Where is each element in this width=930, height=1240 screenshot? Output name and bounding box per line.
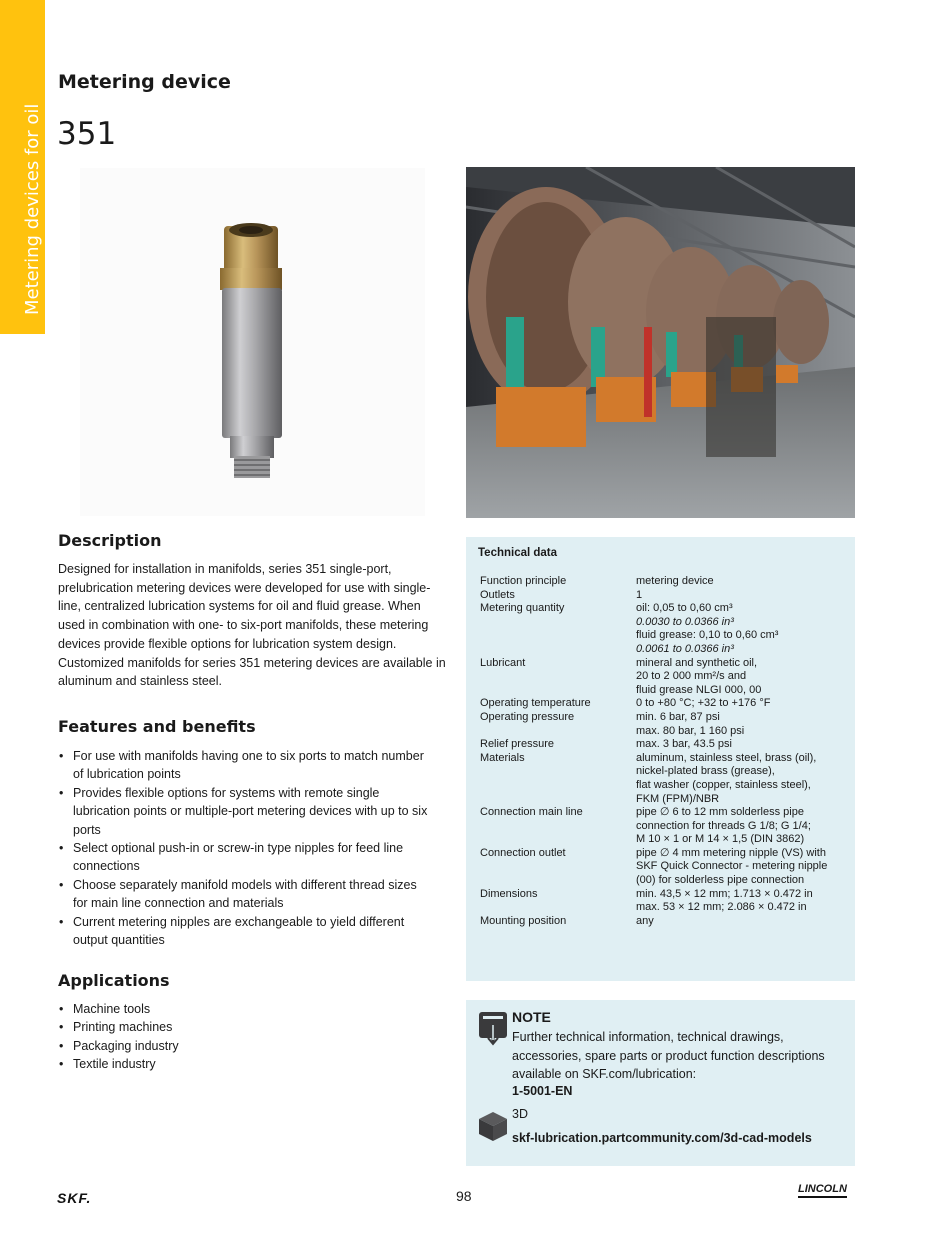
technical-data-table bbox=[480, 575, 850, 928]
table-row bbox=[480, 752, 850, 806]
row-label: Operating pressure bbox=[480, 710, 575, 723]
row-label: Dimensions bbox=[480, 887, 538, 900]
list-item: • Textile industry bbox=[58, 1055, 258, 1073]
features-heading: Features and benefits bbox=[58, 717, 256, 736]
value-line: SKF Quick Connector - metering nipple bbox=[636, 860, 828, 873]
value-line: mineral and synthetic oil, bbox=[636, 656, 758, 669]
table-row bbox=[480, 738, 850, 752]
factory-photo bbox=[466, 167, 855, 518]
table-row bbox=[480, 915, 850, 929]
note-title: NOTE bbox=[512, 1009, 551, 1025]
list-item: • Current metering nipples are exchangeable to yield different output quantities bbox=[58, 913, 428, 950]
value-line: max. 53 × 12 mm; 2.086 × 0.472 in bbox=[636, 901, 807, 914]
list-item: • Select optional push-in or screw-in type nipples for feed line connections bbox=[58, 839, 428, 876]
list-item: • Packaging industry bbox=[58, 1037, 258, 1055]
row-label: Operating temperature bbox=[480, 697, 591, 710]
value-line: flat washer (copper, stainless steel), bbox=[636, 778, 811, 791]
value-line: min. 43,5 × 12 mm; 1.713 × 0.472 in bbox=[636, 887, 813, 900]
value-line: aluminum, stainless steel, brass (oil), bbox=[636, 751, 817, 764]
applications-list bbox=[58, 1000, 258, 1074]
row-value bbox=[636, 888, 850, 915]
applications-heading: Applications bbox=[58, 971, 170, 990]
document-reference: 1-5001-EN bbox=[512, 1084, 573, 1098]
row-value bbox=[636, 657, 850, 698]
value-line: 0.0030 to 0.0366 in³ bbox=[636, 615, 734, 628]
cube-3d-icon bbox=[477, 1110, 509, 1142]
cad-models-link[interactable]: skf-lubrication.partcommunity.com/3d-cad-models bbox=[512, 1131, 812, 1145]
list-item: • Choose separately manifold models with different thread sizes for main line connection and materials bbox=[58, 876, 428, 913]
row-value bbox=[636, 589, 850, 603]
description-text: Designed for installation in manifolds, series 351 single-port, prelubrication metering devices were developed for use with single-line, centralized lubrication systems for oil and fluid grease. When used in combination with one- to six-port manifolds, these metering devices provide flexible options for lubrication system design. Customized manifolds for series 351 metering devices are available in aluminum and stainless steel. bbox=[58, 562, 446, 689]
row-label: Materials bbox=[480, 751, 525, 764]
value-line: M 10 × 1 or M 14 × 1,5 (DIN 3862) bbox=[636, 833, 805, 846]
table-row bbox=[480, 806, 850, 847]
row-value bbox=[636, 697, 850, 711]
value-line: nickel-plated brass (grease), bbox=[636, 765, 775, 778]
row-label: Outlets bbox=[480, 588, 515, 601]
technical-data-title: Technical data bbox=[478, 547, 558, 559]
row-value bbox=[636, 752, 850, 806]
value-line: metering device bbox=[636, 575, 714, 587]
row-value bbox=[636, 738, 850, 752]
row-label: Function principle bbox=[480, 575, 567, 587]
row-value bbox=[636, 602, 850, 656]
features-list bbox=[58, 747, 428, 949]
row-label: Relief pressure bbox=[480, 738, 554, 751]
row-value bbox=[636, 915, 850, 929]
value-line: 20 to 2 000 mm²/s and bbox=[636, 670, 747, 683]
row-value bbox=[636, 711, 850, 738]
table-row bbox=[480, 697, 850, 711]
value-line: FKM (FPM)/NBR bbox=[636, 792, 720, 805]
table-row bbox=[480, 888, 850, 915]
list-item: • Printing machines bbox=[58, 1018, 258, 1036]
row-label: Mounting position bbox=[480, 914, 567, 927]
note-text: Further technical information, technical drawings, accessories, spare parts or product function descriptions available on SKF.com/lubrication: bbox=[512, 1030, 825, 1081]
product-image bbox=[80, 168, 425, 516]
side-tab-label: Metering devices for oil bbox=[22, 103, 43, 315]
page-number: 98 bbox=[456, 1188, 472, 1204]
value-line: max. 80 bar, 1 160 psi bbox=[636, 724, 745, 737]
row-label: Lubricant bbox=[480, 656, 526, 669]
row-label: Connection main line bbox=[480, 806, 583, 819]
list-item: • Machine tools bbox=[58, 1000, 258, 1018]
table-row bbox=[480, 657, 850, 698]
side-tab bbox=[0, 0, 45, 334]
value-line: oil: 0,05 to 0,60 cm³ bbox=[636, 602, 733, 615]
table-row bbox=[480, 602, 850, 656]
value-line: 0.0061 to 0.0366 in³ bbox=[636, 642, 734, 655]
row-label: Connection outlet bbox=[480, 846, 566, 859]
table-row bbox=[480, 589, 850, 603]
value-line: pipe ∅ 6 to 12 mm solderless pipe bbox=[636, 806, 804, 819]
page-title: 351 bbox=[57, 116, 117, 152]
table-row bbox=[480, 711, 850, 738]
cad-label: 3D bbox=[512, 1107, 528, 1121]
lincoln-logo: LINCOLN bbox=[798, 1183, 847, 1198]
table-row bbox=[480, 575, 850, 589]
list-item: • Provides flexible options for systems with remote single lubrication points or multiple-port metering devices with up to six ports bbox=[58, 784, 428, 839]
document-download-icon bbox=[478, 1011, 508, 1047]
value-line: 0 to +80 °C; +32 to +176 °F bbox=[636, 697, 771, 710]
section-label: Metering device bbox=[58, 71, 231, 93]
value-line: connection for threads G 1/8; G 1/4; bbox=[636, 819, 811, 832]
row-value bbox=[636, 847, 850, 888]
row-value bbox=[636, 575, 850, 589]
table-row bbox=[480, 847, 850, 888]
value-line: pipe ∅ 4 mm metering nipple (VS) with bbox=[636, 846, 826, 859]
skf-logo: SKF. bbox=[57, 1190, 92, 1206]
value-line: 1 bbox=[636, 588, 643, 601]
value-line: fluid grease: 0,10 to 0,60 cm³ bbox=[636, 629, 779, 642]
row-value bbox=[636, 806, 850, 847]
value-line: (00) for solderless pipe connection bbox=[636, 874, 805, 887]
row-label: Metering quantity bbox=[480, 602, 565, 615]
value-line: any bbox=[636, 914, 654, 927]
value-line: fluid grease NLGI 000, 00 bbox=[636, 683, 762, 696]
value-line: min. 6 bar, 87 psi bbox=[636, 710, 720, 723]
description-heading: Description bbox=[58, 531, 162, 550]
list-item: • For use with manifolds having one to six ports to match number of lubrication points bbox=[58, 747, 428, 784]
value-line: max. 3 bar, 43.5 psi bbox=[636, 738, 732, 751]
